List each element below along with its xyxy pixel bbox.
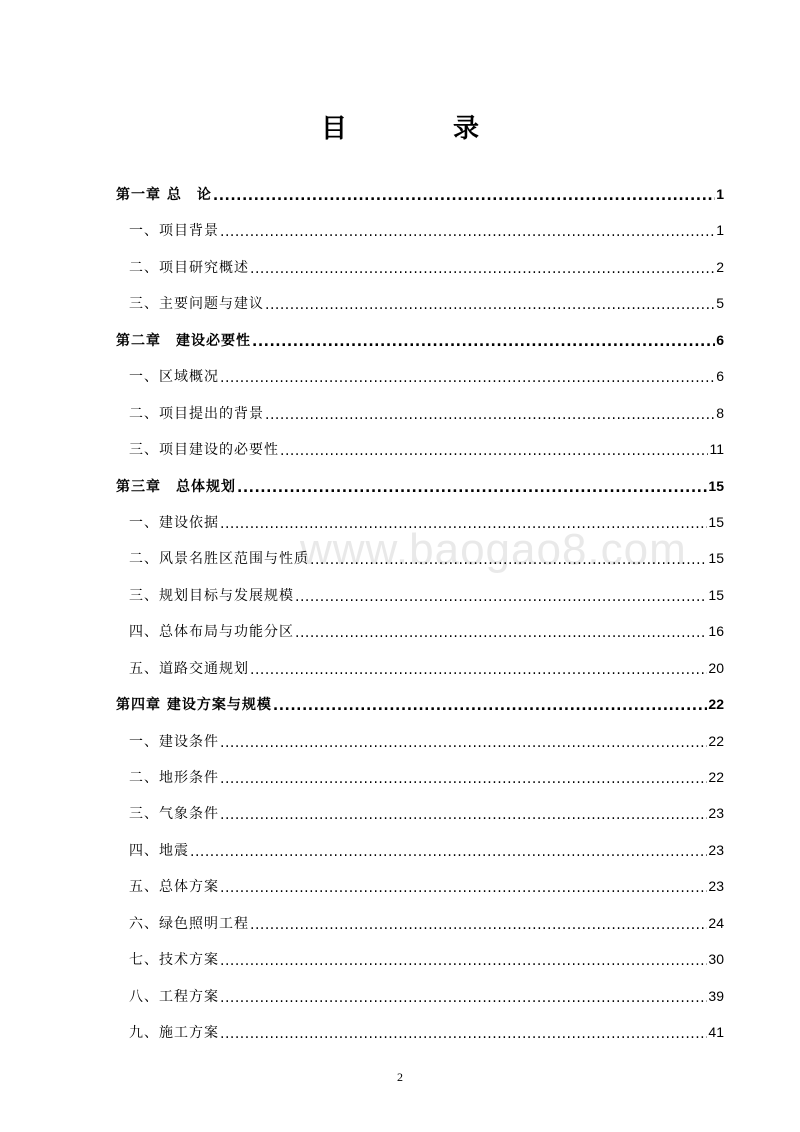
toc-section-entry[interactable] bbox=[116, 832, 724, 868]
toc-entry-label: 第二章 建设必要性 bbox=[116, 332, 251, 349]
toc-section-entry[interactable] bbox=[116, 395, 724, 431]
toc-entry-label: 一、建设依据 bbox=[129, 514, 219, 531]
toc-entry-page: 16 bbox=[708, 623, 724, 640]
toc-entry-label: 八、工程方案 bbox=[129, 988, 219, 1005]
toc-entry-page: 1 bbox=[716, 222, 724, 239]
toc-entry-label: 三、项目建设的必要性 bbox=[129, 442, 279, 459]
toc-section-entry[interactable] bbox=[116, 905, 724, 941]
toc-dot-leader bbox=[273, 688, 708, 724]
toc-section-entry[interactable] bbox=[116, 504, 724, 540]
toc-section-entry[interactable] bbox=[116, 431, 724, 467]
toc-entry-page: 23 bbox=[708, 841, 724, 858]
toc-entry-page: 15 bbox=[708, 586, 724, 603]
toc-entry-label: 四、总体布局与功能分区 bbox=[129, 624, 294, 641]
toc-entry-page: 5 bbox=[716, 295, 724, 312]
toc-dot-leader bbox=[280, 433, 708, 469]
toc-entry-page: 11 bbox=[709, 441, 724, 458]
toc-dot-leader bbox=[220, 797, 707, 833]
toc-dot-leader bbox=[250, 907, 707, 943]
toc-dot-leader bbox=[295, 579, 707, 615]
toc-entry-page: 22 bbox=[708, 696, 724, 713]
toc-entry-page: 8 bbox=[716, 404, 724, 421]
toc-entry-label: 第三章 总体规划 bbox=[116, 478, 236, 495]
toc-entry-page: 22 bbox=[708, 732, 724, 749]
watermark: www.baogao8.com bbox=[300, 525, 687, 574]
toc-entry-page: 30 bbox=[708, 951, 724, 968]
toc-entry-label: 五、道路交通规划 bbox=[129, 660, 249, 677]
page-title: 目 录 bbox=[320, 114, 519, 144]
toc-dot-leader bbox=[250, 652, 707, 688]
toc-dot-leader bbox=[190, 834, 707, 870]
toc-dot-leader bbox=[213, 178, 715, 214]
toc-entry-page: 24 bbox=[708, 914, 724, 931]
toc-dot-leader bbox=[295, 615, 707, 651]
toc-entry-page: 39 bbox=[708, 987, 724, 1004]
toc-entry-label: 二、项目提出的背景 bbox=[129, 405, 264, 422]
toc-section-entry[interactable] bbox=[116, 795, 724, 831]
toc-dot-leader bbox=[220, 980, 707, 1016]
toc-entry-label: 三、规划目标与发展规模 bbox=[129, 587, 294, 604]
toc-chapter-entry[interactable] bbox=[116, 468, 724, 504]
toc-dot-leader bbox=[250, 251, 715, 287]
toc-dot-leader bbox=[220, 870, 707, 906]
toc-entry-page: 15 bbox=[708, 477, 724, 494]
toc-section-entry[interactable] bbox=[116, 723, 724, 759]
toc-dot-leader bbox=[220, 1016, 707, 1052]
toc-dot-leader bbox=[220, 725, 707, 761]
toc-entry-label: 六、绿色照明工程 bbox=[129, 915, 249, 932]
toc-dot-leader bbox=[310, 542, 707, 578]
toc-dot-leader bbox=[220, 506, 707, 542]
toc-entry-label: 二、项目研究概述 bbox=[129, 259, 249, 276]
toc-entry-label: 三、主要问题与建议 bbox=[129, 296, 264, 313]
toc-entry-label: 一、建设条件 bbox=[129, 733, 219, 750]
toc-entry-page: 20 bbox=[708, 659, 724, 676]
toc-entry-label: 七、技术方案 bbox=[129, 952, 219, 969]
toc-section-entry[interactable] bbox=[116, 613, 724, 649]
toc-entry-label: 五、总体方案 bbox=[129, 879, 219, 896]
toc-section-entry[interactable] bbox=[116, 577, 724, 613]
toc-entry-label: 一、区域概况 bbox=[129, 369, 219, 386]
toc-section-entry[interactable] bbox=[116, 249, 724, 285]
toc-entry-label: 四、地震 bbox=[129, 842, 189, 859]
toc-section-entry[interactable] bbox=[116, 212, 724, 248]
toc-entry-page: 23 bbox=[708, 878, 724, 895]
toc-entry-label: 九、施工方案 bbox=[129, 1025, 219, 1042]
toc-entry-label: 二、风景名胜区范围与性质 bbox=[129, 551, 309, 568]
toc-section-entry[interactable] bbox=[116, 1014, 724, 1050]
toc-section-entry[interactable] bbox=[116, 978, 724, 1014]
toc-section-entry[interactable] bbox=[116, 759, 724, 795]
toc-dot-leader bbox=[220, 214, 715, 250]
toc-section-entry[interactable] bbox=[116, 868, 724, 904]
toc-entry-page: 1 bbox=[716, 186, 724, 202]
toc-entry-label: 三、气象条件 bbox=[129, 806, 219, 823]
toc-entry-page: 15 bbox=[708, 550, 724, 567]
toc-entry-page: 2 bbox=[716, 258, 724, 275]
toc-dot-leader bbox=[220, 761, 707, 797]
toc-dot-leader bbox=[265, 287, 715, 323]
toc-dot-leader bbox=[237, 470, 707, 506]
toc-entry-page: 6 bbox=[716, 368, 724, 385]
toc-chapter-entry[interactable] bbox=[116, 322, 724, 358]
page-number: 2 bbox=[397, 1070, 403, 1084]
toc-section-entry[interactable] bbox=[116, 941, 724, 977]
toc-dot-leader bbox=[252, 324, 715, 360]
toc-entry-page: 23 bbox=[708, 805, 724, 822]
toc-entry-label: 第四章 建设方案与规模 bbox=[116, 697, 272, 714]
toc-entry-label: 第一章 总 论 bbox=[116, 187, 212, 203]
toc-section-entry[interactable] bbox=[116, 650, 724, 686]
toc-entry-page: 22 bbox=[708, 769, 724, 785]
toc-chapter-entry[interactable] bbox=[116, 176, 724, 212]
toc-section-entry[interactable] bbox=[116, 285, 724, 321]
toc-dot-leader bbox=[220, 943, 707, 979]
table-of-contents bbox=[116, 176, 724, 1051]
toc-entry-label: 二、地形条件 bbox=[129, 770, 219, 786]
toc-dot-leader bbox=[220, 360, 715, 396]
toc-entry-label: 一、项目背景 bbox=[129, 223, 219, 240]
toc-entry-page: 15 bbox=[708, 513, 724, 530]
toc-section-entry[interactable] bbox=[116, 358, 724, 394]
toc-chapter-entry[interactable] bbox=[116, 686, 724, 722]
toc-dot-leader bbox=[265, 397, 715, 433]
toc-entry-page: 6 bbox=[716, 331, 724, 348]
toc-section-entry[interactable] bbox=[116, 540, 724, 576]
toc-entry-page: 41 bbox=[708, 1024, 724, 1041]
